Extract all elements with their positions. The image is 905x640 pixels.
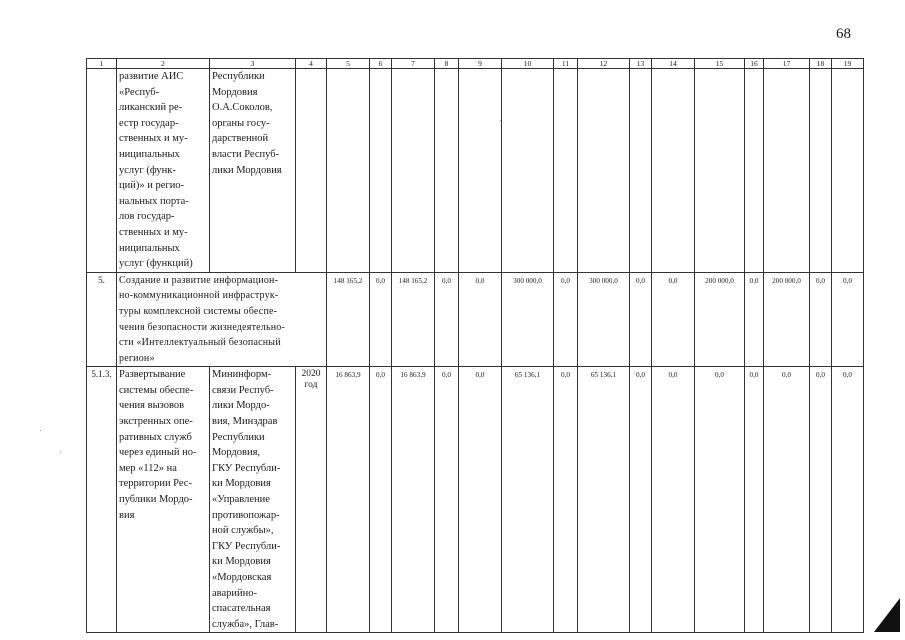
value-cell: 0,0 xyxy=(435,367,459,633)
column-number: 12 xyxy=(578,59,630,69)
table-row xyxy=(87,367,864,633)
value-cell: 0,0 xyxy=(652,272,695,367)
value-cell: 300 000,0 xyxy=(502,272,554,367)
value-cell: 148 165,2 xyxy=(392,272,435,367)
program-funding-table xyxy=(86,58,864,633)
value-cell: 0,0 xyxy=(554,367,578,633)
value-cell: 0,0 xyxy=(435,272,459,367)
value-cell: 0,0 xyxy=(370,272,392,367)
period-cell: 2020 год xyxy=(296,367,327,633)
column-number: 4 xyxy=(296,59,327,69)
scan-corner-mark xyxy=(874,598,900,632)
column-number: 13 xyxy=(630,59,652,69)
value-cell: 16 863,9 xyxy=(392,367,435,633)
column-number: 19 xyxy=(832,59,864,69)
value-cell: 0,0 xyxy=(832,367,864,633)
value-cell: 0,0 xyxy=(810,272,832,367)
value-cell: 0,0 xyxy=(745,272,764,367)
measure-name: развитие АИС «Респуб- ликанский ре- естр государ- ственных и му- ниципальных услуг (функ- ций)» и регио- нальных порта- лов государ- ственных и му- ниципальных услуг (функций) xyxy=(117,69,210,273)
column-number: 15 xyxy=(695,59,745,69)
executor: Республики Мордовия О.А.Соколов, органы госу- дарственной власти Респуб- лики Мордовия xyxy=(210,69,296,273)
value-cell: 0,0 xyxy=(630,272,652,367)
column-number: 11 xyxy=(554,59,578,69)
column-number: 1 xyxy=(87,59,117,69)
executor: Мининформ- связи Респуб- лики Мордо- вия, Минздрав Республики Мордовия, ГКУ Республи- ки Мордовия «Управление противопожар- ной службы», ГКУ Республи- ки Мордовия «Мордовская аварийно- спасательная служба», Глав- xyxy=(210,367,296,633)
value-cell: 0,0 xyxy=(810,367,832,633)
item-number xyxy=(87,69,117,273)
value-cell: 0,0 xyxy=(832,272,864,367)
value-cell: 0,0 xyxy=(459,272,502,367)
value-cell: 16 863,9 xyxy=(327,367,370,633)
value-cell: 65 136,1 xyxy=(578,367,630,633)
measure-name: Создание и развитие информацион- но-коммуникационной инфраструк- туры комплексной системы обеспе- чения безопасности жизнедеятельно- сти «Интеллектуальный безопасный регион» xyxy=(117,272,327,367)
scan-speck xyxy=(60,452,61,453)
column-number: 10 xyxy=(502,59,554,69)
value-cell: 0,0 xyxy=(764,367,810,633)
scan-speck xyxy=(40,430,41,431)
table-row xyxy=(87,272,864,367)
column-number: 5 xyxy=(327,59,370,69)
value-cell: 200 000,0 xyxy=(764,272,810,367)
measure-name: Развертывание системы обеспе- чения вызовов экстренных опе- ративных служб через единый но- мер «112» на территории Рес- публики Мордо- вия xyxy=(117,367,210,633)
value-cell: 300 000,0 xyxy=(578,272,630,367)
column-number: 18 xyxy=(810,59,832,69)
value-cell: 65 136,1 xyxy=(502,367,554,633)
column-number: 7 xyxy=(392,59,435,69)
value-cell: 0,0 xyxy=(745,367,764,633)
value-cell: 0,0 xyxy=(459,367,502,633)
value-cell: 0,0 xyxy=(652,367,695,633)
value-cell: 200 000,0 xyxy=(695,272,745,367)
column-number: 2 xyxy=(117,59,210,69)
page-number: 68 xyxy=(836,26,851,42)
column-number: 9 xyxy=(459,59,502,69)
value-cell: 0,0 xyxy=(370,367,392,633)
scan-speck xyxy=(500,120,501,121)
item-number: 5. xyxy=(87,272,117,367)
column-number: 14 xyxy=(652,59,695,69)
scan-speck xyxy=(213,618,214,619)
value-cell: 0,0 xyxy=(630,367,652,633)
column-number: 3 xyxy=(210,59,296,69)
value-cell: 148 165,2 xyxy=(327,272,370,367)
column-number: 17 xyxy=(764,59,810,69)
column-number: 6 xyxy=(370,59,392,69)
value-cell: 0,0 xyxy=(695,367,745,633)
column-number: 8 xyxy=(435,59,459,69)
column-number: 16 xyxy=(745,59,764,69)
value-cell: 0,0 xyxy=(554,272,578,367)
table-row xyxy=(87,69,864,273)
item-number: 5.1.3. xyxy=(87,367,117,633)
column-number-row xyxy=(87,59,864,69)
